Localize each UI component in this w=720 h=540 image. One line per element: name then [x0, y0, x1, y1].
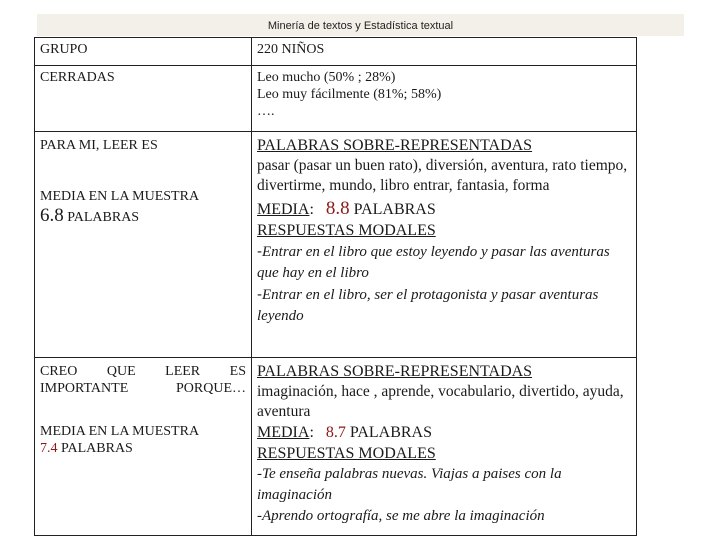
creo-cell — [35, 358, 252, 536]
creo-media-value: 7.4 — [40, 441, 58, 456]
creo-label: CREO QUE LEER ES IMPORTANTE PORQUE… — [40, 364, 246, 396]
cerradas-values — [252, 66, 637, 132]
leer-es-cell — [35, 132, 252, 358]
creo-over-text: imaginación, hace , aprende, vocabulario, divertido, ayuda, aventura — [257, 383, 624, 420]
leer-es-media-sep: : — [309, 201, 314, 218]
cerradas-line: Leo mucho (50% ; 28%) — [257, 70, 396, 85]
leer-es-over-text: pasar (pasar un buen rato), diversión, aventura, rato tiempo, divertirme, mundo, libro entrar, fantasia, forma — [257, 157, 628, 194]
leer-es-media-words-unit: PALABRAS — [353, 201, 436, 218]
creo-modal-2: -Aprendo ortografía, se me abre la imaginación — [257, 508, 545, 524]
leer-es-label: PARA MI, LEER ES — [40, 138, 158, 153]
leer-es-media-label: MEDIA EN LA MUESTRA — [40, 189, 200, 204]
creo-over-heading: PALABRAS SOBRE-REPRESENTADAS — [257, 363, 533, 380]
table-row-creo — [35, 358, 637, 536]
leer-es-modal-dash: - — [257, 286, 262, 303]
creo-media-words-value: 8.7 — [325, 424, 346, 441]
leer-es-media-unit: PALABRAS — [67, 210, 140, 225]
creo-detail — [252, 358, 637, 536]
cerradas-label: CERRADAS — [35, 66, 252, 132]
creo-modal-heading: RESPUESTAS MODALES — [257, 445, 436, 462]
leer-es-modal-heading: RESPUESTAS MODALES — [257, 222, 436, 239]
table-row-leer-es — [35, 132, 637, 358]
table-row-grupo — [35, 38, 637, 66]
cerradas-line: Leo muy fácilmente (81%; 58%) — [257, 87, 442, 102]
leer-es-over-heading: PALABRAS SOBRE-REPRESENTADAS — [257, 137, 533, 154]
leer-es-media-key: MEDIA — [257, 201, 310, 218]
grupo-label: GRUPO — [35, 38, 252, 66]
page-title: Minería de textos y Estadística textual — [37, 14, 684, 36]
creo-media-words-unit: PALABRAS — [349, 424, 432, 441]
creo-media-label: MEDIA EN LA MUESTRA — [40, 424, 200, 439]
leer-es-media-value: 6.8 — [40, 205, 64, 226]
creo-modal-1: -Te enseña palabras nuevas. Viajas a paises con la imaginación — [257, 466, 562, 503]
table-row-cerradas — [35, 66, 637, 132]
grupo-value: 220 NIÑOS — [252, 38, 637, 66]
leer-es-modal-2: Entrar en el libro, ser el protagonista y pasar aventuras leyendo — [257, 287, 599, 324]
creo-media-unit: PALABRAS — [61, 441, 133, 456]
results-table — [34, 37, 637, 536]
leer-es-modal-1: Entrar en el libro que estoy leyendo y pasar las aventuras que hay en el libro — [257, 244, 610, 281]
leer-es-detail — [252, 132, 637, 358]
creo-media-sep: : — [309, 424, 314, 441]
leer-es-media-words-value: 8.8 — [325, 198, 350, 219]
leer-es-modal-dash: - — [257, 243, 262, 260]
cerradas-line: …. — [257, 104, 275, 119]
creo-media-key: MEDIA — [257, 424, 310, 441]
